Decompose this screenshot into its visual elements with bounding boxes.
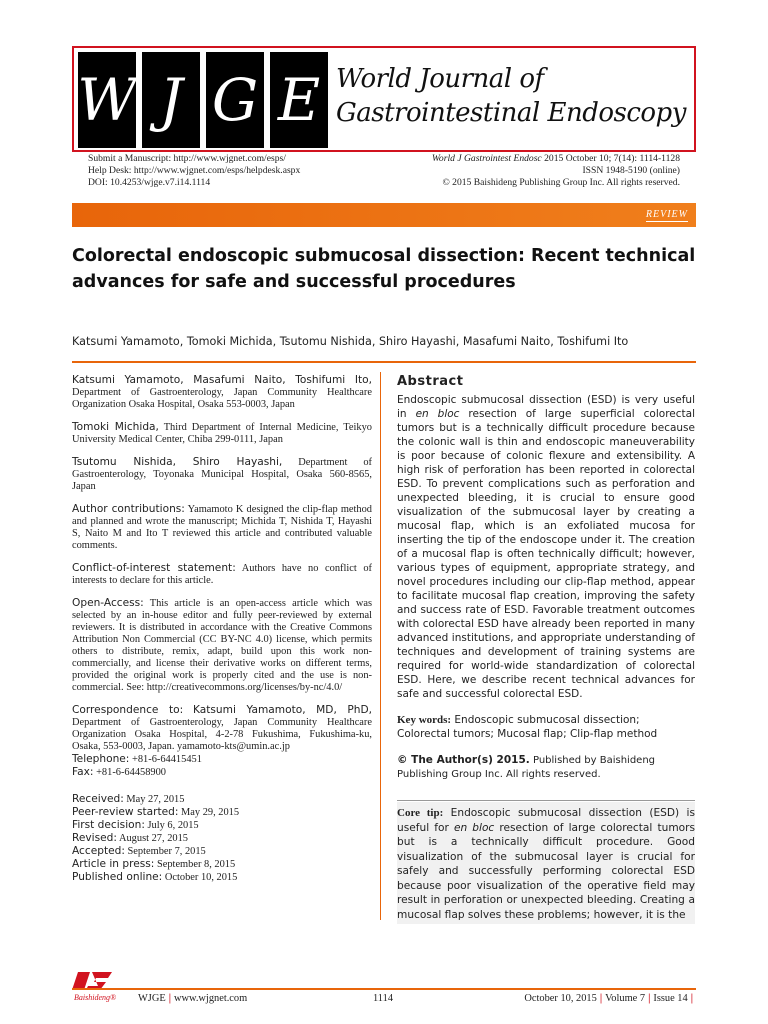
affiliation-text: Department of Gastroenterology, Japan Community Healthcare Organization Osaka Hospital, Osaka 553-0003, Japan — [72, 387, 372, 410]
affiliation-text: Department of Gastroenterology, Toyonaka Municipal Hospital, Osaka 560-8565, Japan — [72, 457, 372, 492]
correspondence-label: Correspondence to: — [72, 704, 184, 716]
core-tip-italic: en bloc — [453, 821, 495, 834]
helpdesk-link[interactable]: Help Desk: http://www.wjgnet.com/esps/helpdesk.aspx — [88, 165, 301, 176]
article-title: Colorectal endoscopic submucosal dissection: Recent technical advances for safe and successful procedures — [72, 246, 696, 292]
abstract-heading: Abstract — [397, 374, 464, 389]
open-access-text: This article is an open-access article which was selected by an in-house editor and fully peer-reviewed by external reviewers. It is distributed in accordance with the Creative Commons Attribution Non Commercial (CC BY-NC 4.0) license, which permits others to distribute, remix, adapt, build upon this work non-commercially, and license their derivative works on different terms, provided the original work is properly cited and the use is non-commercial. See: http://creativecommons.org/licenses/by-nc/4.0/ — [72, 598, 372, 693]
date-row — [72, 845, 372, 858]
keywords-label: Key words: — [397, 714, 452, 726]
date-label: Received: — [72, 793, 124, 805]
core-tip-rule — [397, 800, 695, 801]
core-tip-part: resection of large colorectal tumors but is a technically difficult procedure. Good visualization of the submucosal layer is crucial for safely and successfully performing colorectal ESD because poor visualization of the operative field may result in perforation or unexpected bleeding. Creating a mucosal flap solves these problems; however, it is the — [397, 821, 695, 921]
core-tip-text — [397, 804, 695, 922]
citation: 2015 October 10; 7(14): 1114-1128 — [541, 153, 680, 164]
abstract-text-italic: en bloc — [415, 408, 460, 420]
citation-info — [432, 153, 680, 189]
core-tip-part: Endoscopic submucosal dissection (ESD) is useful for — [397, 807, 696, 834]
date-value: May 29, 2015 — [181, 807, 240, 818]
date-row — [72, 858, 372, 871]
date-label: Article in press: — [72, 858, 155, 870]
section-bar — [72, 203, 696, 227]
core-tip-box — [397, 802, 695, 924]
date-value: September 7, 2015 — [127, 846, 206, 857]
core-tip-label: Core tip: — [397, 807, 444, 819]
journal-title-line1: World Journal of — [336, 64, 544, 94]
footer-url[interactable]: www.wjgnet.com — [174, 993, 248, 1004]
divider — [72, 361, 696, 363]
correspondence-text: Department of Gastroenterology, Japan Community Healthcare Organization Osaka Hospital, 4-2-78 Fukushima, Fukushima-ku, Osaka, 553-0003, Japan. yamamoto-kts@umin.ac.jp — [72, 717, 372, 752]
keywords-text: Endoscopic submucosal dissection; Colorectal tumors; Mucosal flap; Clip-flap method — [397, 714, 658, 740]
affiliation — [72, 456, 372, 493]
correspondence-name: Katsumi Yamamoto, MD, PhD, — [193, 704, 372, 716]
article-notes-column — [72, 374, 372, 884]
copyright-notice — [397, 753, 695, 782]
copyright-text: Published by Baishideng Publishing Group Inc. All rights reserved. — [397, 755, 656, 780]
date-row — [72, 806, 372, 819]
conflict-label: Conflict-of-interest statement: — [72, 562, 236, 574]
footer-issue-info — [524, 993, 696, 1004]
date-label: First decision: — [72, 819, 145, 831]
journal-masthead — [72, 46, 696, 152]
date-label: Published online: — [72, 871, 163, 883]
fax-label: Fax: — [72, 766, 94, 778]
telephone-label: Telephone: — [72, 753, 130, 765]
submission-info — [88, 153, 300, 189]
fax: +81-6-64458900 — [96, 767, 166, 778]
publisher-logo — [72, 968, 124, 1004]
affiliation-text: Third Department of Internal Medicine, Teikyo University Medical Center, Chiba 299-0111, Japan — [72, 422, 372, 445]
date-row — [72, 871, 372, 884]
contrib-label: Author contributions: — [72, 503, 185, 515]
affiliation-names: Tsutomu Nishida, Shiro Hayashi, — [72, 456, 283, 468]
footer-journal — [138, 993, 247, 1004]
author-list: Katsumi Yamamoto, Tomoki Michida, Tsutomu Nishida, Shiro Hayashi, Masafumi Naito, Toshifumi Ito — [72, 335, 629, 348]
journal-abbrev: World J Gastrointest Endosc — [431, 153, 542, 164]
correspondence — [72, 704, 372, 779]
issn: ISSN 1948-5190 (online) — [582, 165, 680, 176]
open-access-statement — [72, 597, 372, 694]
publisher-logo-icon — [72, 968, 124, 1004]
separator: | — [690, 993, 693, 1004]
conflict-text: Authors have no conflict of interests to declare for this article. — [72, 563, 372, 586]
date-value: October 10, 2015 — [164, 872, 238, 883]
open-access-label: Open-Access: — [72, 597, 144, 609]
date-label: Revised: — [72, 832, 117, 844]
separator: | — [168, 993, 171, 1004]
affiliation — [72, 374, 372, 411]
column-divider — [380, 372, 381, 920]
journal-title — [336, 62, 686, 130]
journal-title-line2: Gastrointestinal Endoscopy — [336, 98, 686, 128]
journal-logo — [78, 52, 328, 148]
logo-letter: J — [142, 52, 200, 148]
abstract-text-part: resection of large superficial colorectal tumors but is a technically difficult procedure because the colonic wall is thin and endoscopic maneuverability is poor because of colonic flexure and extensibility. A high risk of perforation has been reported in colorectal ESD. To prevent complications such as perforation and unexpected bleeding, it is crucial to ensure good visualization of the submucosal layer by creating a mucosal flap, which is an exfoliated mucosa for inserting the tip of the endoscope under it. The creation of a mucosal flap is often technically difficult; however, various types of equipment, appropriate strategy, and novel procedures including our clip-flap method, appear to facilitate mucosal flap creation, improving the safety and success rate of ESD. Favorable treatment outcomes with colorectal ESD have already been reported in many advanced institutions, and appropriate understanding of techniques and development of training systems are required for world-wide standardization of colorectal ESD. Here, we describe recent technical advances for safe and successful colorectal ESD. — [397, 408, 695, 700]
abstract-column — [397, 374, 695, 782]
page-number: 1114 — [373, 993, 394, 1004]
doi: DOI: 10.4253/wjge.v7.i14.1114 — [88, 177, 211, 188]
submit-link[interactable]: Submit a Manuscript: http://www.wjgnet.com/esps/ — [88, 153, 286, 164]
date-label: Peer-review started: — [72, 806, 179, 818]
article-dates — [72, 793, 372, 884]
date-row — [72, 819, 372, 832]
footer-issue: Issue 14 — [653, 993, 688, 1004]
telephone: +81-6-64415451 — [131, 754, 202, 765]
copyright-bold: © The Author(s) 2015. — [397, 754, 530, 766]
date-row — [72, 793, 372, 806]
affiliation-names: Tomoki Michida, — [72, 421, 159, 433]
abstract-text — [397, 393, 695, 701]
date-value: September 8, 2015 — [156, 859, 236, 870]
section-label: REVIEW — [645, 209, 688, 220]
abstract-text-part: Endoscopic submucosal dissection (ESD) is very useful in — [397, 394, 695, 420]
date-label: Accepted: — [72, 845, 125, 857]
logo-letter: W — [78, 52, 136, 148]
contrib-text: Yamamoto K designed the clip-flap method and planned and wrote the manuscript; Michida T, Nishida T, Hayashi S, Naito M and Ito T reviewed this article and contributed valuable comments. — [72, 504, 372, 551]
affiliation-names: Katsumi Yamamoto, Masafumi Naito, Toshifumi Ito, — [72, 374, 372, 386]
separator: | — [599, 993, 603, 1004]
footer-journal-abbrev: WJGE — [138, 993, 166, 1004]
footer-volume: Volume 7 — [605, 993, 646, 1004]
footer-date: October 10, 2015 — [524, 993, 597, 1004]
logo-letter: E — [270, 52, 328, 148]
publisher-logo-text: Baishideng® — [74, 993, 117, 1002]
separator: | — [648, 993, 651, 1004]
publisher-copyright: © 2015 Baishideng Publishing Group Inc. All rights reserved. — [442, 177, 680, 188]
logo-letter: G — [206, 52, 264, 148]
date-value: May 27, 2015 — [126, 794, 185, 805]
author-contributions — [72, 503, 372, 552]
conflict-statement — [72, 562, 372, 587]
keywords — [397, 713, 695, 741]
date-value: August 27, 2015 — [118, 833, 188, 844]
footer-rule — [72, 988, 696, 990]
affiliation — [72, 421, 372, 446]
citation-line — [432, 153, 680, 165]
date-value: July 6, 2015 — [147, 820, 199, 831]
date-row — [72, 832, 372, 845]
